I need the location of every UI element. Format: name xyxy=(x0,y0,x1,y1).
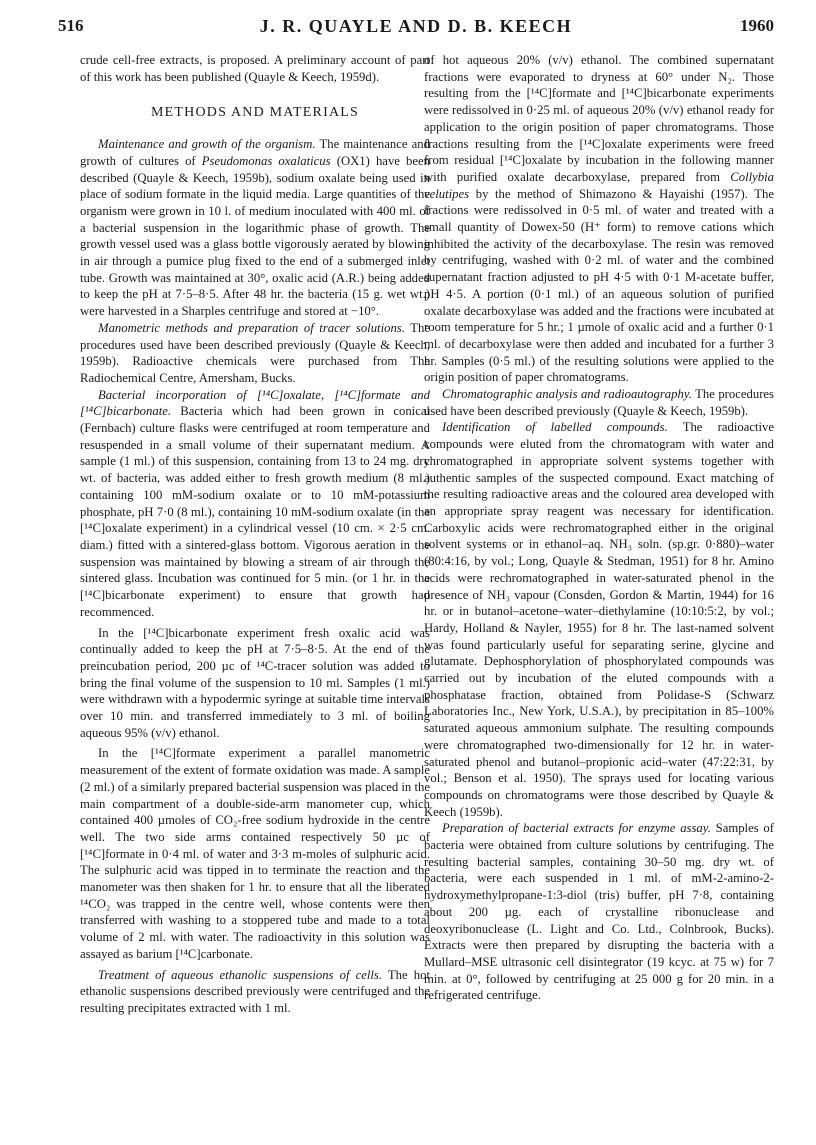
paragraph-text: The hot ethanolic suspensions described previously were centrifuged and the resulting precipitates extracted with 1 ml. xyxy=(80,967,430,1015)
paragraph-text: The radioactive compounds were eluted from the chromatogram with water and chromatographed in appropriate solvent systems together with authentic samples of the suspected compound. Exact matching of the resulting radioactive areas and the coloured area developed with an appropriate spray reagent was necessary for identification. Carboxylic acids were rechromatographed either in the original solvent systems or in ethanol–aq. NH₃ soln. (sp.gr. 0·880)–water (80:4:16, by vol.; Long, Quayle & Stedman, 1951) for 8 hr. Amino acids were rechromatographed in water-saturated phenol in the presence of NH₃ vapour (Consden, Gordon & Martin, 1944) for 16 hr. or in butanol–acetone–water–diethylamine (10:10:5:2, by vol.; Hardy, Holland & Nayler, 1955) for 8 hr. The last-named solvent was found particularly useful for separating serine, glycine and glutamate. Dephosphorylation of phosphorylated compounds was carried out by incubation of the eluted compounds with a phosphatase fraction, obtained from Polidase-S (Schwarz Laboratories Inc., New York, U.S.A.), by precipitation in 85–100% saturated aqueous ammonium sulphate. The resulting compounds were chromatographed two-dimensionally for 12 hr. in water-saturated phenol and butanol–propionic acid–water (47:22:31, by vol.; Benson et al. 1950). The sprays used for locating various compounds on chromatograms were those described by Quayle & Keech (1959b). xyxy=(424,420,775,819)
paragraph-ethanolic-treatment xyxy=(80,967,430,1017)
runin-heading: Identification of labelled compounds. xyxy=(442,420,668,435)
paragraph-text: of hot aqueous 20% (v/v) ethanol. The combined supernatant fractions were evaporated to dryness at 60° under N₂. Those resulting from the [¹⁴C]formate and [¹⁴C]bicarbonate experiments were redissolved in 0·25 ml. of aqueous 20% (v/v) ethanol ready for application to the origin position of paper chromatograms. Those fractions resulting from the [¹⁴C]oxalate experiments were freed from residual [¹⁴C]oxalate by incubation in the following manner with purified oxalate decarboxylase, prepared from xyxy=(424,53,774,184)
publication-year: 1960 xyxy=(740,16,774,35)
paragraph-enzyme-extracts xyxy=(424,820,774,1004)
paragraph-text: Samples of bacteria were obtained from culture solutions by centrifuging. The resulting bacterial samples, containing 30–50 mg. dry wt. of bacteria, were each suspended in 1 ml. of mM-2-amino-2-hydroxymethylpropane-1:3-diol (tris) buffer, pH 7·8, containing about 200 µg. each of crystalline ribonuclease and deoxyribonuclease (L. Light and Co. Ltd., Colnbrook, Bucks). Extracts were then prepared by disrupting the bacteria with a Mullard–MSE ultrasonic cell disintegrator (19 kcyc. at 75 w) for 7 min. at 0°, followed by centrifuging at 25 000 g for 20 min. in a refrigerated centrifuge. xyxy=(424,821,774,1003)
organism-name: Pseudomonas oxalaticus xyxy=(201,153,331,168)
paragraph-formate-experiment: In the [¹⁴C]formate experiment a parallel manometric measurement of the extent of formate oxidation was made. A sample (2 ml.) of a similarly prepared bacterial suspension was placed in the main compartment of a double-side-arm manometer cup, which contained 400 µmoles of CO₂-free sodium hydroxide in the centre well. The two side arms contained respectively 50 µc of [¹⁴C]formate in 0·4 ml. of water and 3·3 m-moles of sulphuric acid. The sulphuric acid was tipped in to terminate the reaction and the manometer was then shaken for 1 hr. to ensure that all the liberated ¹⁴CO₂ was trapped in the centre well, whose contents were then transferred with washing to a stoppered tube and made to a total volume of 2 ml. with water. The radioactivity in this solution was assayed as barium [¹⁴C]carbonate. xyxy=(80,746,430,961)
runin-heading: Chromatographic analysis and radioautography. xyxy=(442,387,692,402)
paragraph-maintenance-growth xyxy=(80,136,430,320)
running-header xyxy=(58,16,774,42)
paragraph-text: Bacteria which had been grown in conical (Fernbach) culture flasks were centrifuged at room temperature and resuspended in a small volume of their supernatant medium. A sample (1 ml.) of this suspension, containing from 13 to 24 mg. dry wt. of bacteria, was added either to fresh growth medium (8 ml.) containing 100 mM-sodium oxalate or to 10 mM-potassium phosphate, pH 7·0 (8 ml.), containing 10 mM-sodium oxalate (in the [¹⁴C]oxalate experiment) in a cylindrical vessel (10 cm. × 2·5 cm. diam.) fitted with a sintered-glass bottom. Vigorous aeration in the suspension was maintained by blowing a stream of air through the sintered glass. Incubation was continued for 5 min. (or 1 hr. in the [¹⁴C]bicarbonate experiment) to ensure that growth had recommenced. xyxy=(80,404,430,619)
paragraph-continued-ethanol xyxy=(424,52,774,386)
paragraph-text: (OX1) have been described (Quayle & Keech, 1959b), sodium oxalate being used in place of sodium formate in the liquid media. Large quantities of the organism were grown in 10 l. of medium inoculated with 400 ml. of a bacterial suspension in the logarithmic phase of growth. The growth vessel used was a glass bottle vigorously aerated by blowing in air through a pumice plug fixed to the end of a submerged inlet tube. Growth was maintained at 30°, oxalic acid (A.R.) being added to keep the pH at 7·5–8·5. After 48 hr. the bacteria (15 g. wet wt.) were harvested in a Sharples centrifuge and stored at −10°. xyxy=(80,153,431,319)
intro-paragraph: crude cell-free extracts, is proposed. A preliminary account of part of this work has been published (Quayle & Keech, 1959d). xyxy=(80,53,430,84)
section-heading: METHODS AND MATERIALS xyxy=(151,105,359,121)
paragraph-text: by the method of Shimazono & Hayaishi (1957). The fractions were redissolved in 0·5 ml. of water and treated with a small quantity of Dowex-50 (H⁺ form) to remove cations which inhibited the activity of the decarboxylase. The resin was removed by centrifuging, washed with 0·2 ml. of water and the combined supernatant fraction adjusted to pH 4·5 with 0·1 M-acetate buffer, pH 4·5. A portion (0·1 ml.) of an aqueous solution of purified oxalate decarboxylase was added and the fractions were incubated at room temperature for 5 hr.; 1 µmole of oxalic acid and a further 0·1 ml. of decarboxylase were then added and incubated for a further 3 hr. Samples (0·5 ml.) of the resulting solutions were applied to the origin position of paper chromatograms. xyxy=(424,186,774,385)
organism-name: Collybia velutipes xyxy=(424,169,774,201)
paragraph-bacterial-incorporation xyxy=(80,387,430,621)
running-title-authors: J. R. QUAYLE AND D. B. KEECH xyxy=(259,16,573,36)
paragraph-text: The procedures used have been described previously (Quayle & Keech, 1959b). Radioactive chemicals were purchased from The Radiochemical Centre, Amersham, Bucks. xyxy=(80,320,430,385)
runin-heading: Maintenance and growth of the organism. xyxy=(98,137,316,152)
runin-heading: Manometric methods and preparation of tracer solutions. xyxy=(98,320,405,335)
right-column xyxy=(424,52,774,1004)
page-number: 516 xyxy=(58,16,84,35)
runin-heading: Bacterial incorporation of [¹⁴C]oxalate, [¹⁴C]formate and [¹⁴C]bicarbonate. xyxy=(80,387,430,419)
runin-heading: Treatment of aqueous ethanolic suspensions of cells. xyxy=(98,967,383,982)
paragraph-text: The procedures used have been described previously (Quayle & Keech, 1959b). xyxy=(424,387,774,418)
paragraph-text: The maintenance and growth of cultures of xyxy=(80,137,430,168)
paragraph-manometric-methods xyxy=(80,320,430,387)
paragraph-chromatographic-analysis xyxy=(424,386,774,419)
left-column xyxy=(80,52,430,1017)
paragraph-bicarbonate-experiment: In the [¹⁴C]bicarbonate experiment fresh oxalic acid was continually added to keep the pH at 7·5–8·5. At the end of the preincubation period, 200 µc of ¹⁴C-tracer solution was added to bring the final volume of the suspension to 10 ml. Samples (1 ml.) were withdrawn with a hypodermic syringe at suitable time intervals over 10 min. and transferred immediately to 3 ml. of boiling aqueous 95% (v/v) ethanol. xyxy=(80,625,430,740)
runin-heading: Preparation of bacterial extracts for enzyme assay. xyxy=(442,821,711,836)
paragraph-identification xyxy=(424,419,774,820)
